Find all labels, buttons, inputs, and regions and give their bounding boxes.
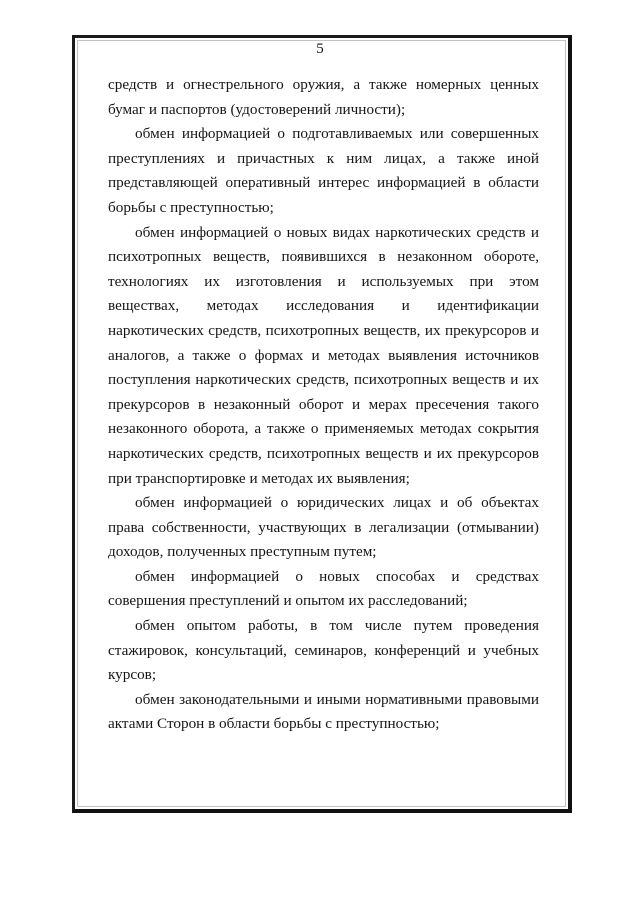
paragraph-legislative-acts-exchange: обмен законодательными и иными нормативными правовыми актами Сторон в области борьбы с преступностью; [108,690,539,733]
paragraph-new-methods-info-exchange: обмен информацией о новых способах и средствах совершения преступлений и опытом их расследований; [108,567,539,610]
paragraph-crime-info-exchange: обмен информацией о подготавливаемых или совершенных преступлениях и причастных к ним лицах, а также иной представляющей оперативный интерес информацией в области борьбы с преступностью; [108,125,539,216]
paragraph-narcotics-info-exchange: обмен информацией о новых видах наркотических средств и психотропных веществ, появившихся в незаконном обороте, технологиях их изготовления и используемых при этом веществах, методах исследования и идентификации наркотических средств, психотропных веществ, их прекурсоров и аналогов, а также о формах и методах выявления источников поступления наркотических средств, психотропных веществ и их прекурсоров в незаконный оборот и мерах пресечения такого незаконного оборота, а также о применяемых методах сокрытия наркотических средств, психотропных веществ и их прекурсоров при транспортировке и методах их выявления; [108,223,539,487]
document-body [108,73,539,737]
paragraph-legal-entities-info-exchange: обмен информацией о юридических лицах и об объектах права собственности, участвующих в легализации (отмывании) доходов, полученных преступным путем; [108,494,539,561]
paragraph-work-experience-exchange: обмен опытом работы, в том числе путем проведения стажировок, консультаций, семинаров, конференций и учебных курсов; [108,617,539,684]
page-number: 5 [316,41,324,57]
paragraph-continuation: средств и огнестрельного оружия, а также номерных ценных бумаг и паспортов (удостоверений личности); [108,76,539,118]
